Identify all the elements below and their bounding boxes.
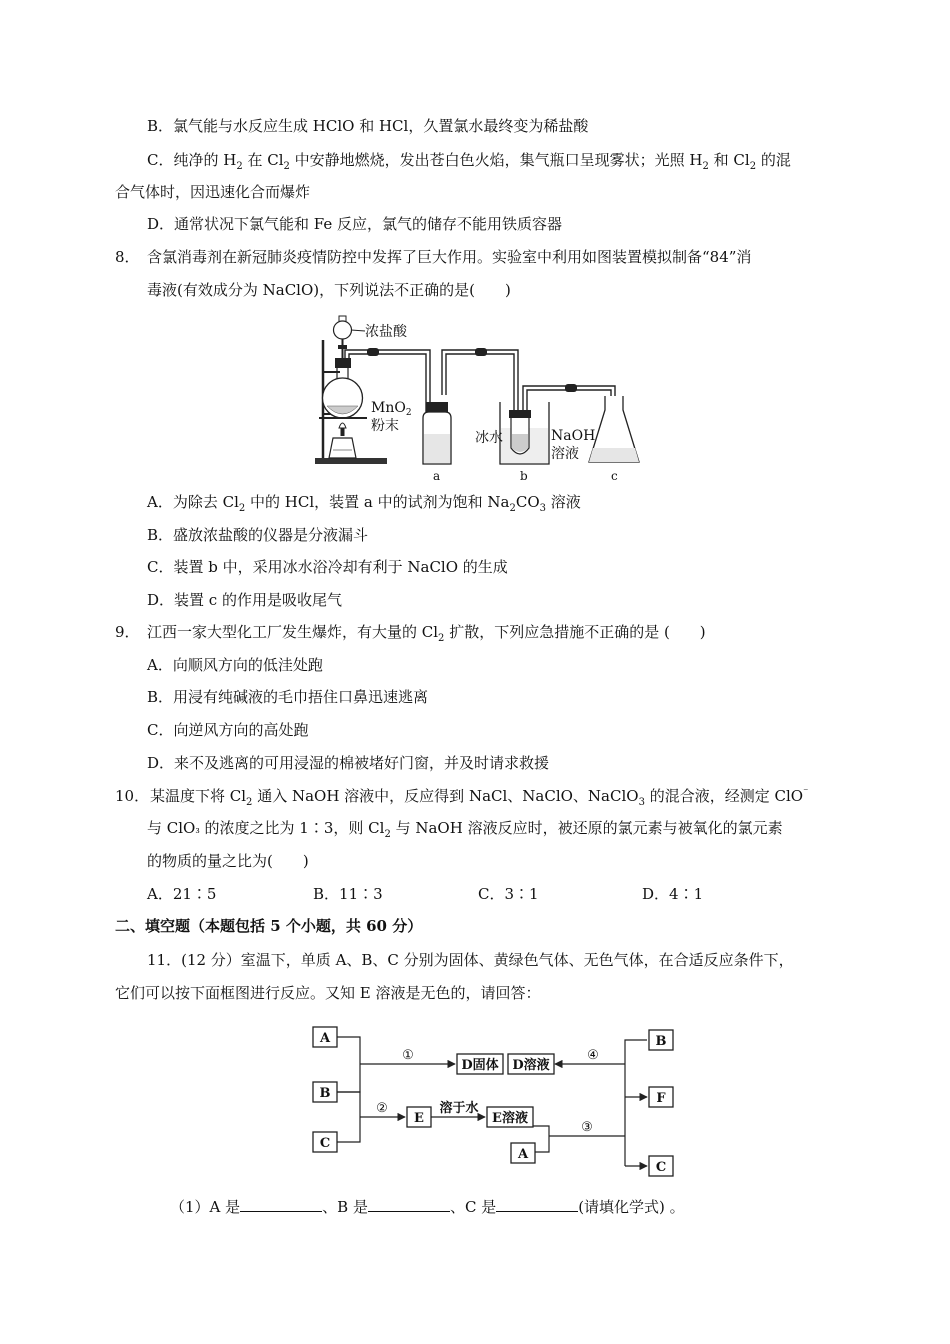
label-solution: 溶液	[551, 446, 579, 462]
q9-option-a: A．向顺风方向的低洼处跑	[147, 656, 323, 674]
q10-stem-2: 与 ClO₃ 的浓度之比为 1∶3，则 $Cl_2$ 与 NaOH 溶液反应时，被还原的氯元素与被氧化的氯元素	[147, 819, 783, 840]
label-powder: 粉末	[371, 418, 399, 434]
label-e-solution: E溶液	[492, 1111, 528, 1126]
label-b: B	[319, 1086, 331, 1101]
label-c: c	[611, 469, 618, 483]
q8-option-c: C．装置 b 中，采用冰水浴冷却有利于 NaClO 的生成	[147, 558, 508, 576]
q11-subquestion-1: （1）A 是 、B 是 、C 是 (请填化学式) 。	[170, 1198, 685, 1216]
q10-stem-3: 的物质的量之比为( )	[147, 852, 309, 870]
label-mno2: MnO$_2$	[371, 400, 412, 418]
label-d-solid: D固体	[461, 1058, 499, 1073]
beaker-b-ice-bath	[500, 402, 549, 464]
q11-stem-1: 11．(12 分）室温下，单质 A、B、C 分别为固体、黄绿色气体、无色气体，在合适反应条件下，	[147, 951, 794, 969]
answer-blank-b[interactable]	[368, 1197, 450, 1212]
q11-stem-2: 它们可以按下面框图进行反应。又知 E 溶液是无色的，请回答：	[115, 984, 541, 1002]
label-b: b	[520, 469, 528, 483]
label-c-2: C	[655, 1160, 667, 1175]
conical-flask-c	[589, 396, 639, 462]
q7-option-d: D．通常状况下氯气能和 Fe 反应，氯气的储存不能用铁质容器	[147, 215, 563, 233]
q10-option-d: D．4∶1	[642, 885, 704, 903]
q8-stem-1: 含氯消毒剂在新冠肺炎疫情防控中发挥了巨大作用。实验室中利用如图装置模拟制备“84”消	[147, 248, 752, 266]
q10-stem-1: 某温度下将 $Cl_2$ 通入 NaOH 溶液中，反应得到 NaCl、NaClO、NaClO$_3$ 的混合液，经测定 ClO⁻	[150, 787, 809, 808]
q9-option-c: C．向逆风方向的高处跑	[147, 721, 309, 739]
label-ice-water: 冰水	[475, 430, 503, 446]
label-a: A	[319, 1031, 331, 1046]
alcohol-lamp	[329, 423, 356, 458]
stand-base	[315, 458, 387, 464]
label-conc-hcl: 浓盐酸	[365, 324, 407, 340]
q8-option-d: D．装置 c 的作用是吸收尾气	[147, 591, 342, 609]
q7-option-b: B．氯气能与水反应生成 HClO 和 HCl，久置氯水最终变为稀盐酸	[147, 117, 589, 135]
q10-number: 10．	[115, 787, 150, 805]
q9-number: 9．	[115, 623, 140, 641]
section-2-heading: 二、填空题（本题包括 5 个小题，共 60 分）	[115, 917, 423, 935]
q9-option-b: B．用浸有纯碱液的毛巾捂住口鼻迅速逃离	[147, 688, 429, 706]
round-bottom-flask	[323, 368, 363, 418]
q10-option-a: A．21∶5	[147, 885, 217, 903]
label-f: F	[656, 1091, 666, 1106]
q10-option-b: B．11∶3	[313, 885, 383, 903]
reaction-1-label: ①	[402, 1048, 414, 1063]
reaction-4-label: ④	[587, 1048, 599, 1063]
label-a: a	[433, 469, 441, 483]
q10-option-c: C．3∶1	[478, 885, 539, 903]
q9-option-d: D．来不及逃离的可用浸湿的棉被堵好门窗，并及时请求救援	[147, 754, 550, 772]
wash-bottle-a	[423, 402, 451, 464]
q9-stem: 江西一家大型化工厂发生爆炸，有大量的 $Cl_2$ 扩散，下列应急措施不正确的是 ( )	[147, 623, 706, 644]
answer-blank-a[interactable]	[240, 1197, 322, 1212]
label-naoh: NaOH	[551, 428, 596, 444]
label-a-2: A	[517, 1147, 529, 1162]
dissolve-label: 溶于水	[439, 1101, 479, 1116]
label-c: C	[319, 1136, 331, 1151]
reaction-2-label: ②	[376, 1101, 388, 1116]
label-b-2: B	[655, 1034, 667, 1049]
q8-stem-2: 毒液(有效成分为 NaClO)，下列说法不正确的是( )	[147, 281, 511, 299]
label-d-solution: D溶液	[512, 1058, 550, 1073]
q7-option-c: C．纯净的 $H_2$ 在 $Cl_2$ 中安静地燃烧，发出苍白色火焰，集气瓶口呈现雾状；光照 $H_2$ 和 $Cl_2$ 的混	[147, 151, 791, 172]
reaction-3-label: ③	[581, 1120, 593, 1135]
q8-apparatus-figure	[305, 310, 665, 486]
answer-blank-c[interactable]	[496, 1197, 578, 1212]
q8-option-a: A．为除去 $Cl_2$ 中的 HCl，装置 a 中的试剂为饱和 $Na_2CO_3$ 溶液	[147, 493, 581, 514]
q11-reaction-flowchart	[305, 1022, 685, 1182]
label-e: E	[414, 1111, 424, 1126]
q8-number: 8．	[115, 248, 140, 266]
q7-option-c-cont: 合气体时，因迅速化合而爆炸	[115, 183, 311, 201]
q8-option-b: B．盛放浓盐酸的仪器是分液漏斗	[147, 526, 369, 544]
